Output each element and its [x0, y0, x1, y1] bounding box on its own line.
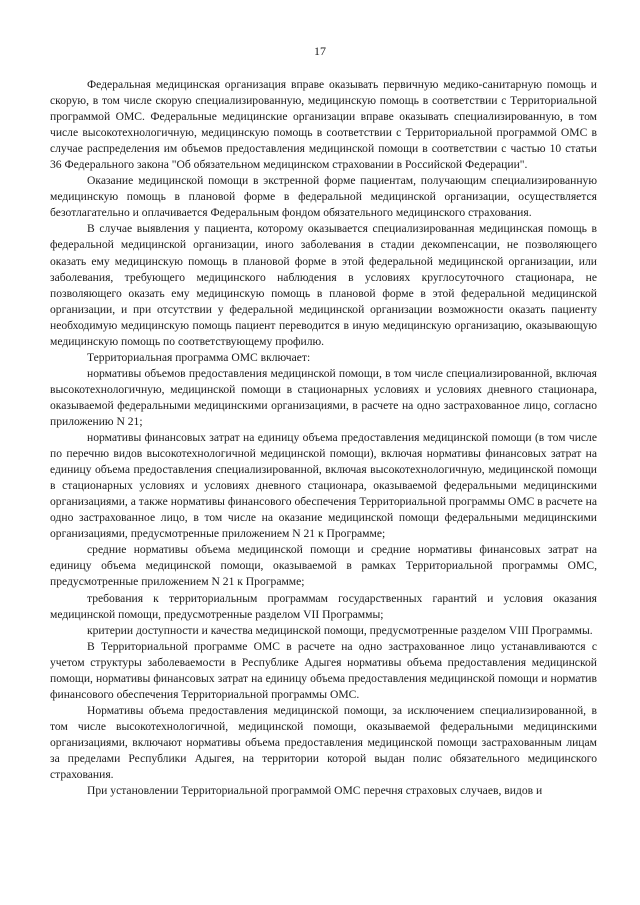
paragraph-adygea-norms: В Территориальной программе ОМС в расчете на одно застрахованное лицо устанавливаются с учетом структуры заболеваемости в Республике Адыгея нормативы объема предоставления медицинской помощи, нормативы финансовых затрат на единицу объема предоставления медицинской помощи и норматив финансового обеспечения Территориальной программы ОМС.: [50, 639, 597, 701]
paragraph-patient-transfer: В случае выявления у пациента, которому оказывается специализированная медицинская помощь в федеральной медицинской организации, иного заболевания в стадии декомпенсации, не позволяющего оказать ему медицинскую помощь в плановой форме в этой федеральной медицинской организации, или заболевания, требующего медицинского наблюдения в условиях круглосуточного стационара, не позволяющего оказать ему медицинскую помощь в плановой форме в этой федеральной медицинской организации, и при отсутствии у федеральной медицинской организации возможности оказать пациенту необходимую медицинскую помощь пациент переводится в иную медицинскую организацию, оказывающую медицинскую помощь по соответствующему профилю.: [50, 222, 597, 348]
document-body: [50, 77, 597, 799]
list-item-volume-norms: нормативы объемов предоставления медицинской помощи, в том числе специализированной, включая высокотехнологичную, медицинской помощи в стационарных условиях и условиях дневного стационара, оказываемой федеральными медицинскими организациями, в расчете на одно застрахованное лицо, согласно приложению N 21;: [50, 366, 597, 428]
list-item-quality-criteria: критерии доступности и качества медицинской помощи, предусмотренные разделом VIII Программы.: [87, 623, 593, 637]
paragraph-emergency-care: Оказание медицинской помощи в экстренной форме пациентам, получающим специализированную медицинскую помощь в плановой форме в федеральной медицинской организации, осуществляется безотлагательно и оплачивается Федеральным фондом обязательного медицинского страхования.: [50, 174, 597, 220]
paragraph-federal-organization-rights: Федеральная медицинская организация вправе оказывать первичную медико-санитарную помощь и скорую, в том числе скорую специализированную, медицинскую помощь в соответствии с Территориальной программой ОМС. Федеральные медицинские организации вправе оказывать специализированную, в том числе высокотехнологичную, медицинскую помощь в соответствии с Территориальной программой ОМС в случае распределения им объемов предоставления медицинской помощи в соответствии с частью 10 статьи 36 Федерального закона "Об обязательном медицинском страховании в Российской Федерации".: [50, 78, 597, 172]
page-number: 17: [314, 44, 326, 58]
list-item-requirements: требования к территориальным программам государственных гарантий и условия оказания медицинской помощи, предусмотренные разделом VII Программы;: [50, 591, 597, 621]
paragraph-insured-cases: При установлении Территориальной программой ОМС перечня страховых случаев, видов и: [87, 784, 543, 798]
paragraph-volume-norms-exceptions: Нормативы объема предоставления медицинской помощи, за исключением специализированной, в том числе высокотехнологичной, медицинской помощи, оказываемой федеральными медицинскими организациями, включают нормативы объема предоставления медицинской помощи застрахованным лицам за пределами Республики Адыгея, на территории которой выдан полис обязательного медицинского страхования.: [50, 703, 597, 782]
list-item-average-norms: средние нормативы объема медицинской помощи и средние нормативы финансовых затрат на единицу объема медицинской помощи, оказываемой в рамках Территориальной программы ОМС, предусмотренные приложением N 21 к Программе;: [50, 543, 597, 589]
list-item-financial-norms: нормативы финансовых затрат на единицу объема предоставления медицинской помощи (в том числе по перечню видов высокотехнологичной медицинской помощи), включая нормативы финансовых затрат на единицу объема предоставления специализированной, включая высокотехнологичную, медицинской помощи в стационарных условиях и условиях дневного стационара, оказываемой федеральными медицинскими организациями, а также нормативы финансового обеспечения Территориальной программы ОМС в расчете на одно застрахованное лицо, в том числе на оказание медицинской помощи федеральными медицинскими организациями, предусмотренные приложением N 21 к Программе;: [50, 431, 597, 541]
paragraph-program-includes: Территориальная программа ОМС включает:: [87, 350, 311, 364]
